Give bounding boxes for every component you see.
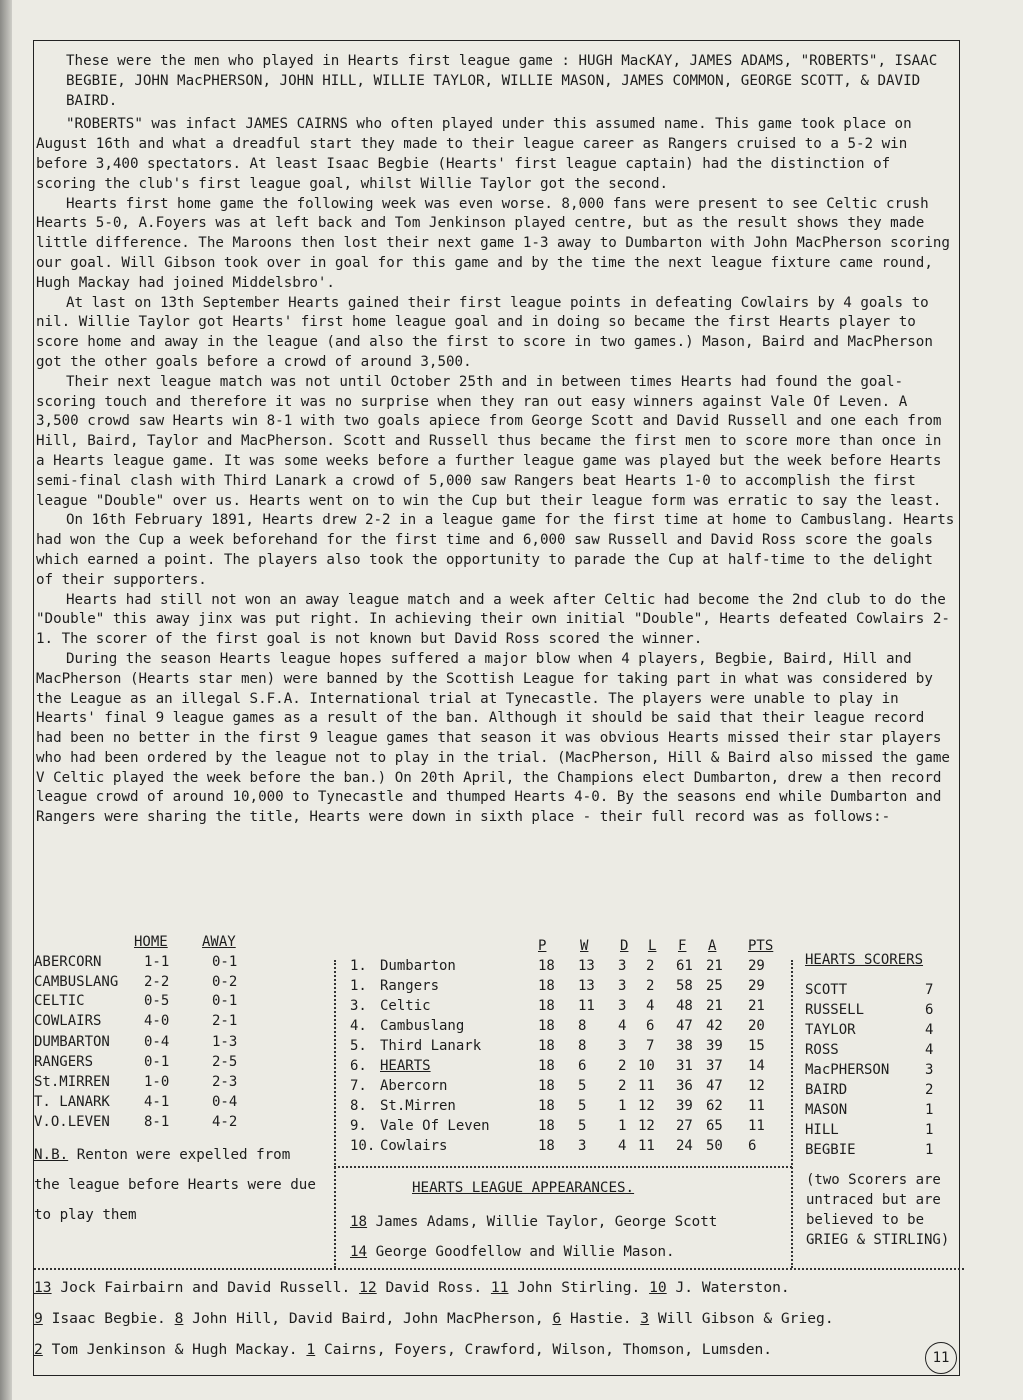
lost: 2 (646, 978, 655, 994)
opponent: RANGERS (34, 1054, 94, 1070)
played: 18 (538, 978, 555, 994)
away-score: 2-1 (212, 1013, 238, 1029)
drawn: 1 (618, 1098, 627, 1114)
article-paragraph: These were the men who played in Hearts first league game : HUGH MacKAY, JAMES ADAMS, "ROBERTS", ISAAC BEGBIE, JOHN MacPHERSON, JOHN HILL, WILLIE TAYLOR, WILLIE MASON, JAMES COMMON, GEORGE SCOTT, & DAVID BAIRD. (66, 53, 946, 109)
drawn: 3 (618, 1038, 627, 1054)
goals-for: 39 (676, 1098, 693, 1114)
position: 1. (350, 958, 367, 974)
scorer-row (805, 1122, 955, 1142)
won: 11 (578, 998, 595, 1014)
divider-bottom (34, 1268, 964, 1270)
team-name: Abercorn (380, 1078, 448, 1094)
position: 4. (350, 1018, 367, 1034)
away-score: 2-3 (212, 1074, 238, 1090)
scorer-row (805, 1022, 955, 1042)
opponent: St.MIRREN (34, 1074, 110, 1090)
goals-against: 42 (706, 1018, 723, 1034)
points: 12 (748, 1078, 765, 1094)
article-paragraph: At last on 13th September Hearts gained their first league points in defeating Cowlairs by 4 goals to nil. Willie Taylor got Hearts' first home league goal and in doing so became the first Hearts player to score home and away in the league (and also the first to score in two games.) Mason, Baird and MacPherson got the other goals before a crowd of around 3,500. (36, 294, 942, 370)
appearance-count: 1 (306, 1341, 316, 1358)
played: 18 (538, 1038, 555, 1054)
scorer-name: TAYLOR (805, 1022, 856, 1038)
points: 15 (748, 1038, 765, 1054)
points: 11 (748, 1098, 765, 1114)
won: 13 (578, 958, 595, 974)
appearance-names: James Adams, Willie Taylor, George Scott (367, 1214, 718, 1230)
team-name: Celtic (380, 998, 431, 1014)
goals-for: 31 (676, 1058, 693, 1074)
points: 14 (748, 1058, 765, 1074)
played: 18 (538, 1058, 555, 1074)
article-paragraph: On 16th February 1891, Hearts drew 2-2 in a league game for the first time at home to Cambuslang. Hearts had won the Cup a week beforehand for the first time and 6,000 saw Russell and David Ross score the goals which earned a point. The players also took the opportunity to parade the Cup at half-time to the delight of their supporters. (36, 512, 963, 588)
page-binding-edge (0, 0, 12, 1400)
opponent: CELTIC (34, 993, 85, 1009)
renton-note (34, 1140, 324, 1230)
position: 5. (350, 1038, 367, 1054)
scorer-goals: 2 (925, 1082, 934, 1098)
appearance-line (34, 1334, 964, 1365)
scorer-row (805, 982, 955, 1002)
points: 11 (748, 1118, 765, 1134)
team-name: Third Lanark (380, 1038, 482, 1054)
goals-for: 47 (676, 1018, 693, 1034)
won: 5 (578, 1098, 587, 1114)
appearance-count: 18 (350, 1214, 368, 1230)
played: 18 (538, 1138, 555, 1154)
appearance-names: Tom Jenkinson & Hugh Mackay. (42, 1341, 307, 1358)
points: 29 (748, 978, 765, 994)
home-score: 1-0 (144, 1074, 170, 1090)
home-score: 0-5 (144, 993, 170, 1009)
home-score: 4-1 (144, 1094, 170, 1110)
col-a: A (708, 938, 717, 954)
won: 5 (578, 1118, 587, 1134)
article-paragraph: Hearts had still not won an away league match and a week after Celtic had become the 2nd club to do the "Double" this away jinx was put right. In achieving their own initial "Double", Hearts defeated Cowlairs 2-1. The scorer of the first goal is not known but David Ross scored the winner. (36, 591, 955, 648)
scorer-row (805, 1042, 955, 1062)
drawn: 4 (618, 1018, 627, 1034)
goals-against: 21 (706, 998, 723, 1014)
position: 1. (350, 978, 367, 994)
played: 18 (538, 958, 555, 974)
appearance-count: 3 (640, 1310, 650, 1327)
home-score: 4-0 (144, 1013, 170, 1029)
away-score: 0-1 (212, 954, 238, 970)
appearance-count: 12 (359, 1279, 377, 1296)
away-score: 0-4 (212, 1094, 238, 1110)
lost: 4 (646, 998, 655, 1014)
goals-against: 21 (706, 958, 723, 974)
drawn: 4 (618, 1138, 627, 1154)
drawn: 3 (618, 958, 627, 974)
appearances-title: HEARTS LEAGUE APPEARANCES. (412, 1180, 635, 1196)
scorer-goals: 6 (925, 1002, 934, 1018)
scorer-goals: 4 (925, 1042, 934, 1058)
goals-against: 50 (706, 1138, 723, 1154)
scorer-name: MASON (805, 1102, 848, 1118)
appearance-count: 6 (552, 1310, 562, 1327)
scorer-goals: 1 (925, 1142, 934, 1158)
played: 18 (538, 1118, 555, 1134)
scorer-goals: 1 (925, 1102, 934, 1118)
note-text: Renton were expelled from the league before Hearts were due to play them (34, 1147, 316, 1223)
team-name: Vale Of Leven (380, 1118, 490, 1134)
divider-right (791, 960, 793, 1268)
position: 9. (350, 1118, 367, 1134)
appearances-continued (34, 1272, 964, 1365)
scorer-name: ROSS (805, 1042, 839, 1058)
lost: 10 (638, 1058, 655, 1074)
appearance-count: 2 (34, 1341, 43, 1358)
points: 6 (748, 1138, 757, 1154)
team-name: Rangers (380, 978, 440, 994)
col-pts: PTS (748, 938, 774, 954)
goals-against: 37 (706, 1058, 723, 1074)
goals-for: 27 (676, 1118, 693, 1134)
lost: 7 (646, 1038, 655, 1054)
page-number: 11 (925, 1342, 957, 1374)
scorer-row (805, 1062, 955, 1082)
lost: 6 (646, 1018, 655, 1034)
position: 10. (350, 1138, 376, 1154)
col-d: D (620, 938, 629, 954)
appearance-count: 8 (174, 1310, 184, 1327)
scorer-row (805, 1082, 955, 1102)
lost: 2 (646, 958, 655, 974)
scorer-name: HILL (805, 1122, 839, 1138)
scorer-name: MacPHERSON (805, 1062, 890, 1078)
position: 6. (350, 1058, 367, 1074)
goals-against: 39 (706, 1038, 723, 1054)
scorer-row (805, 1002, 955, 1022)
divider-left (334, 960, 336, 1268)
team-name: St.Mirren (380, 1098, 456, 1114)
team-name: Dumbarton (380, 958, 456, 974)
away-header: AWAY (202, 934, 236, 950)
played: 18 (538, 1098, 555, 1114)
scorer-row (805, 1142, 955, 1162)
article-body (36, 52, 963, 828)
won: 3 (578, 1138, 587, 1154)
appearance-line (350, 1214, 717, 1230)
goals-for: 58 (676, 978, 693, 994)
note-label: N.B. (34, 1147, 69, 1163)
scorer-goals: 7 (925, 982, 934, 998)
col-f: F (678, 938, 687, 954)
scorer-row (805, 1102, 955, 1122)
won: 13 (578, 978, 595, 994)
appearance-count: 14 (350, 1244, 368, 1260)
team-name: Cambuslang (380, 1018, 465, 1034)
played: 18 (538, 1078, 555, 1094)
article-paragraph: During the season Hearts league hopes suffered a major blow when 4 players, Begbie, Baird, Hill and MacPherson (Hearts star men) were banned by the Scottish League for taking part in what was considered by the League as an illegal S.F.A. International trial at Tynecastle. The players were unable to play in Hearts' final 9 league games as a result of the ban. Although it should be said that their league record had been no better in the first 9 league games that season it was obvious Hearts missed their star players who had been ordered by the league not to play in the trial. (MacPherson, Hill & Baird also missed the game V Celtic played the week before the ban.) On 20th April, the Champions elect Dumbarton, drew a then record league crowd of around 10,000 to Tynecastle and thumped Hearts 4-0. By the seasons end while Dumbarton and Rangers were sharing the title, Hearts were down in sixth place - their full record was as follows:- (36, 650, 959, 826)
drawn: 3 (618, 998, 627, 1014)
home-header: HOME (134, 934, 168, 950)
article-paragraph: Their next league match was not until October 25th and in between times Hearts had found the goal-scoring touch and therefore it was no surprise when they ran out easy winners against Vale Of Leven. A 3,500 crowd saw Hearts win 8-1 with two goals apiece from George Scott and David Russell and one each from Hill, Baird, Taylor and MacPherson. Scott and Russell thus became the first men to score more than once in a Hearts league game. It was some weeks before a further league game was played but the week before Hearts semi-final clash with Third Lanark a crowd of 5,000 saw Rangers beat Hearts 1-0 to accomplish the first league "Double" over us. Hearts went on to win the Cup but their league form was erratic to say the least. (36, 373, 950, 509)
appearance-names: Will Gibson & Grieg. (649, 1310, 834, 1327)
played: 18 (538, 998, 555, 1014)
away-score: 0-1 (212, 993, 238, 1009)
appearance-names: David Ross. (376, 1279, 491, 1296)
scorer-name: BEGBIE (805, 1142, 856, 1158)
col-w: W (580, 938, 589, 954)
won: 8 (578, 1038, 587, 1054)
lost: 11 (638, 1078, 655, 1094)
hearts-scorers (805, 952, 955, 1158)
scorer-name: SCOTT (805, 982, 848, 998)
appearance-line (350, 1244, 675, 1260)
goals-against: 47 (706, 1078, 723, 1094)
won: 5 (578, 1078, 587, 1094)
lost: 11 (638, 1138, 655, 1154)
col-l: L (648, 938, 657, 954)
untraced-scorers-note: (two Scorers are untraced but are believed to be GRIEG & STIRLING) (806, 1172, 950, 1248)
goals-against: 62 (706, 1098, 723, 1114)
home-score: 2-2 (144, 974, 170, 990)
points: 21 (748, 998, 765, 1014)
opponent: ABERCORN (34, 954, 102, 970)
points: 29 (748, 958, 765, 974)
scorer-goals: 1 (925, 1122, 934, 1138)
points: 20 (748, 1018, 765, 1034)
article-paragraph: "ROBERTS" was infact JAMES CAIRNS who often played under this assumed name. This game took place on August 16th and what a dreadful start they made to their league career as Rangers cruised to a 5-2 win before 3,400 spectators. At least Isaac Begbie (Hearts' first league captain) had the distinction of scoring the club's first league goal, whilst Willie Taylor got the second. (36, 116, 921, 192)
appearance-names: Jock Fairbairn and David Russell. (51, 1279, 360, 1296)
lost: 12 (638, 1118, 655, 1134)
lost: 12 (638, 1098, 655, 1114)
drawn: 2 (618, 1078, 627, 1094)
appearance-line (34, 1272, 964, 1303)
played: 18 (538, 1018, 555, 1034)
goals-against: 65 (706, 1118, 723, 1134)
goals-for: 24 (676, 1138, 693, 1154)
goals-for: 38 (676, 1038, 693, 1054)
scorer-goals: 3 (925, 1062, 934, 1078)
opponent: V.O.LEVEN (34, 1114, 110, 1130)
scorers-title: HEARTS SCORERS (805, 952, 924, 968)
team-name: HEARTS (380, 1058, 431, 1074)
away-score: 1-3 (212, 1034, 238, 1050)
home-score: 8-1 (144, 1114, 170, 1130)
home-score: 0-1 (144, 1054, 170, 1070)
goals-for: 48 (676, 998, 693, 1014)
opponent: DUMBARTON (34, 1034, 110, 1050)
position: 3. (350, 998, 367, 1014)
appearance-names: George Goodfellow and Willie Mason. (367, 1244, 675, 1260)
article-paragraph: Hearts first home game the following week was even worse. 8,000 fans were present to see Celtic crush Hearts 5-0, A.Foyers was at left back and Tom Jenkinson played centre, but as the result shows they made little difference. The Maroons then lost their next game 1-3 away to Dumbarton with John MacPherson scoring our goal. Will Gibson took over in goal for this game and by the time the next league fixture came round, Hugh Mackay had joined Middelsbro'. (36, 195, 959, 291)
appearance-count: 9 (34, 1310, 43, 1327)
away-score: 0-2 (212, 974, 238, 990)
drawn: 2 (618, 1058, 627, 1074)
away-score: 4-2 (212, 1114, 238, 1130)
appearance-names: John Stirling. (508, 1279, 650, 1296)
appearance-names: John Hill, David Baird, John MacPherson, (183, 1310, 553, 1327)
position: 7. (350, 1078, 367, 1094)
away-score: 2-5 (212, 1054, 238, 1070)
scorer-name: BAIRD (805, 1082, 848, 1098)
appearance-names: Cairns, Foyers, Crawford, Wilson, Thomson, Lumsden. (315, 1341, 773, 1358)
appearance-line (34, 1303, 964, 1334)
drawn: 1 (618, 1118, 627, 1134)
scorer-name: RUSSELL (805, 1002, 865, 1018)
won: 6 (578, 1058, 587, 1074)
won: 8 (578, 1018, 587, 1034)
opponent: CAMBUSLANG (34, 974, 119, 990)
goals-for: 61 (676, 958, 693, 974)
divider-horizontal (334, 1166, 792, 1168)
goals-for: 36 (676, 1078, 693, 1094)
col-p: P (538, 938, 547, 954)
opponent: COWLAIRS (34, 1013, 102, 1029)
home-score: 0-4 (144, 1034, 170, 1050)
scorer-goals: 4 (925, 1022, 934, 1038)
position: 8. (350, 1098, 367, 1114)
appearance-count: 13 (34, 1279, 52, 1296)
opponent: T. LANARK (34, 1094, 110, 1110)
appearance-names: J. Waterston. (666, 1279, 790, 1296)
drawn: 3 (618, 978, 627, 994)
appearance-names: Isaac Begbie. (42, 1310, 175, 1327)
team-name: Cowlairs (380, 1138, 448, 1154)
goals-against: 25 (706, 978, 723, 994)
appearance-count: 10 (649, 1279, 667, 1296)
home-score: 1-1 (144, 954, 170, 970)
appearance-names: Hastie. (561, 1310, 641, 1327)
appearance-count: 11 (490, 1279, 509, 1296)
